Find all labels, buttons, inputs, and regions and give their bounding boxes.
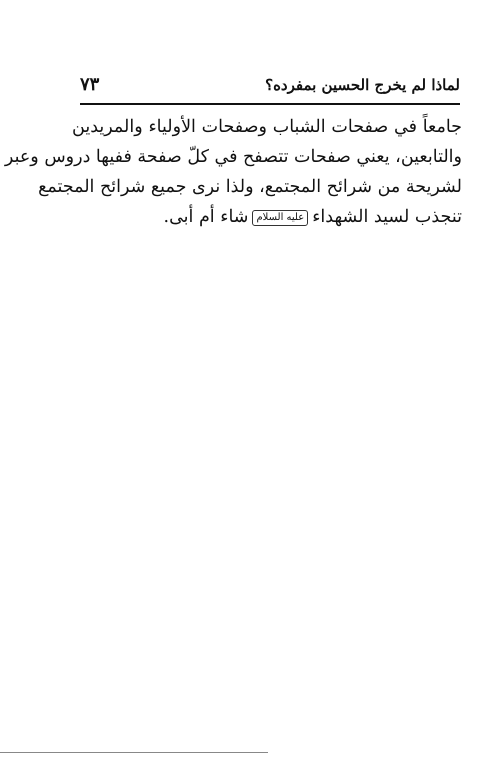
running-header xyxy=(80,72,460,100)
page-number: ٧٣ xyxy=(80,74,100,95)
honorific-glyph: عليه السلام xyxy=(252,210,308,226)
text-line-3: لشريحة من شرائح المجتمع، ولذا نرى جميع شرائح المجتمع xyxy=(38,177,462,197)
text-line-4-end: شاء أم أبى. xyxy=(163,207,249,227)
text-line-4-start: تنجذب لسيد الشهداء xyxy=(312,207,462,227)
text-line-4 xyxy=(72,202,462,232)
text-line-2: والتابعين، يعني صفحات تتصفح في كلّ صفحة ففيها دروس وعبر xyxy=(4,147,462,167)
text-line-1: جامعاً في صفحات الشباب وصفحات الأولياء والمريدين xyxy=(72,117,462,137)
running-title: لماذا لم يخرج الحسين بمفرده؟ xyxy=(265,76,460,94)
header-rule xyxy=(80,103,460,105)
scan-bottom-edge xyxy=(0,752,268,753)
body-paragraph xyxy=(4,112,462,232)
